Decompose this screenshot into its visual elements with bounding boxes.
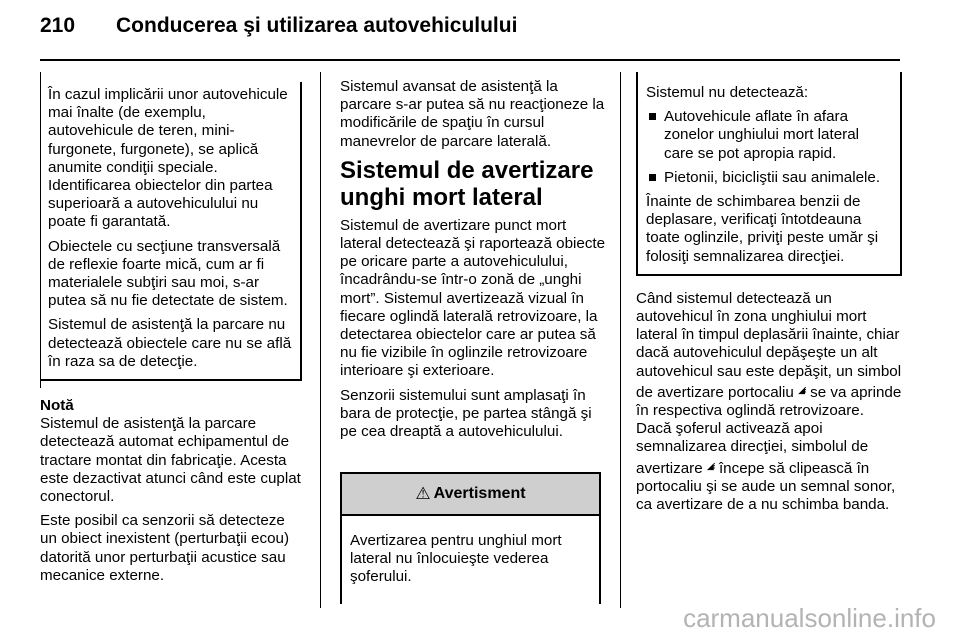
warning-title: Avertisment [433,484,526,502]
column-1 [40,82,302,591]
note-paragraph: Sistemul de asistenţă la parcare detectează automat echipamentul de tractare montat din fabricaţie. Acesta este dezactivat atunci când este cuplat conectorul. [40,415,301,506]
column-3 [636,72,902,520]
body-paragraph: Senzorii sistemului sunt amplasaţi în bara de protecţie, pe partea stângă şi pe cea dreaptă a autovehiculului. [340,386,592,441]
list-item [646,108,892,163]
list-item [646,169,892,187]
detection-paragraph [636,290,902,514]
column-divider-2 [620,72,621,608]
warning-triangle-icon: ⚠ [415,483,431,503]
blind-spot-mirror-icon: ◢⁝ [798,384,806,395]
conditions-box [40,82,302,381]
watermark: carmanualsonline.info [683,603,936,633]
paragraph-text: Când sistemul detectează un autovehicul în zona unghiului mort lateral în timpul deplasării înainte, chiar dacă autovehiculul depăşeşte un alt autovehicul sau este depăşit, un simbol de avertizare portocaliu [636,289,902,401]
limitations-box [636,72,902,276]
note-title: Notă [40,397,74,415]
box-intro: Sistemul nu detectează: [646,84,809,101]
bullet-square-icon [649,113,656,120]
box-paragraph: Obiectele cu secţiune transversală de reflexie foarte mică, cum ar fi materialele subţiri sau moi, s-ar putea să nu fie detectate de sistem. [48,237,288,310]
intro-paragraph: Sistemul avansat de asistenţă la parcare s-ar putea să nu reacţioneze la modificările de spaţiu în cursul manevrelor de parcare laterală. [340,78,605,150]
bullet-square-icon [649,174,656,181]
box-outro: Înainte de schimbarea benzii de deplasare, verificaţi întotdeauna toate oglinzile, priviţi peste umăr şi folosiţi semnalizarea direcţiei. [646,193,879,265]
header-rule [40,59,900,61]
box-paragraph: Sistemul de asistenţă la parcare nu detectează obiectele care nu se află în raza sa de detecţie. [48,316,292,370]
paragraph-text: începe să clipească în portocaliu şi se aude un semnal sonor, ca avertizare de a nu schimba banda. [636,459,896,514]
box-paragraph: În cazul implicării unor autovehicule mai înalte (de exemplu, autovehicule de teren, mini-furgonete, furgonete), se aplică anumite condiţii speciale. Identificarea obiectelor din partea superioară a autovehiculului nu poate fi garantată. [48,86,288,231]
page-header [40,14,920,44]
note-block [40,397,302,585]
column-2 [340,78,606,447]
limitations-list [646,108,892,187]
body-paragraph: Sistemul de avertizare punct mort lateral detectează şi raportează obiecte pe oricare parte a autovehiculului, încadrându-se într-o zonă de „unghi mort”. Sistemul avertizează vizual în fiecare oglindă laterală retrovizoare, la detectarea obiectelor care ar putea să nu fie vizibile în oglinzile retrovizoare interioare şi exterioare. [340,216,606,380]
warning-box [340,472,601,604]
warning-header [340,472,601,516]
list-item-text: Pietonii, bicicliştii sau animalele. [664,168,881,186]
section-heading: Sistemul de avertizare unghi mort lateral [340,156,594,211]
list-item-text: Autovehicule aflate în afara zonelor unghiului mort lateral care se pot apropia rapid. [664,108,860,162]
column-divider-1 [320,72,321,608]
page-number: 210 [40,14,76,37]
paragraph-text: se va aprinde în respectiva oglindă retrovizoare. Dacă şoferul activează apoi semnalizarea direcţiei, simbolul de avertizare [636,383,902,477]
warning-body [340,516,601,604]
warning-text: Avertizarea pentru unghiul mort lateral nu înlocuieşte vederea şoferului. [350,532,562,586]
blind-spot-mirror-icon: ◢⁝ [706,460,715,471]
chapter-title: Conducerea şi utilizarea autovehiculului [116,14,518,37]
note-paragraph: Este posibil ca senzorii să detecteze un obiect inexistent (perturbaţii ecou) datorită unor perturbaţii acustice sau mecanice externe. [40,512,290,584]
